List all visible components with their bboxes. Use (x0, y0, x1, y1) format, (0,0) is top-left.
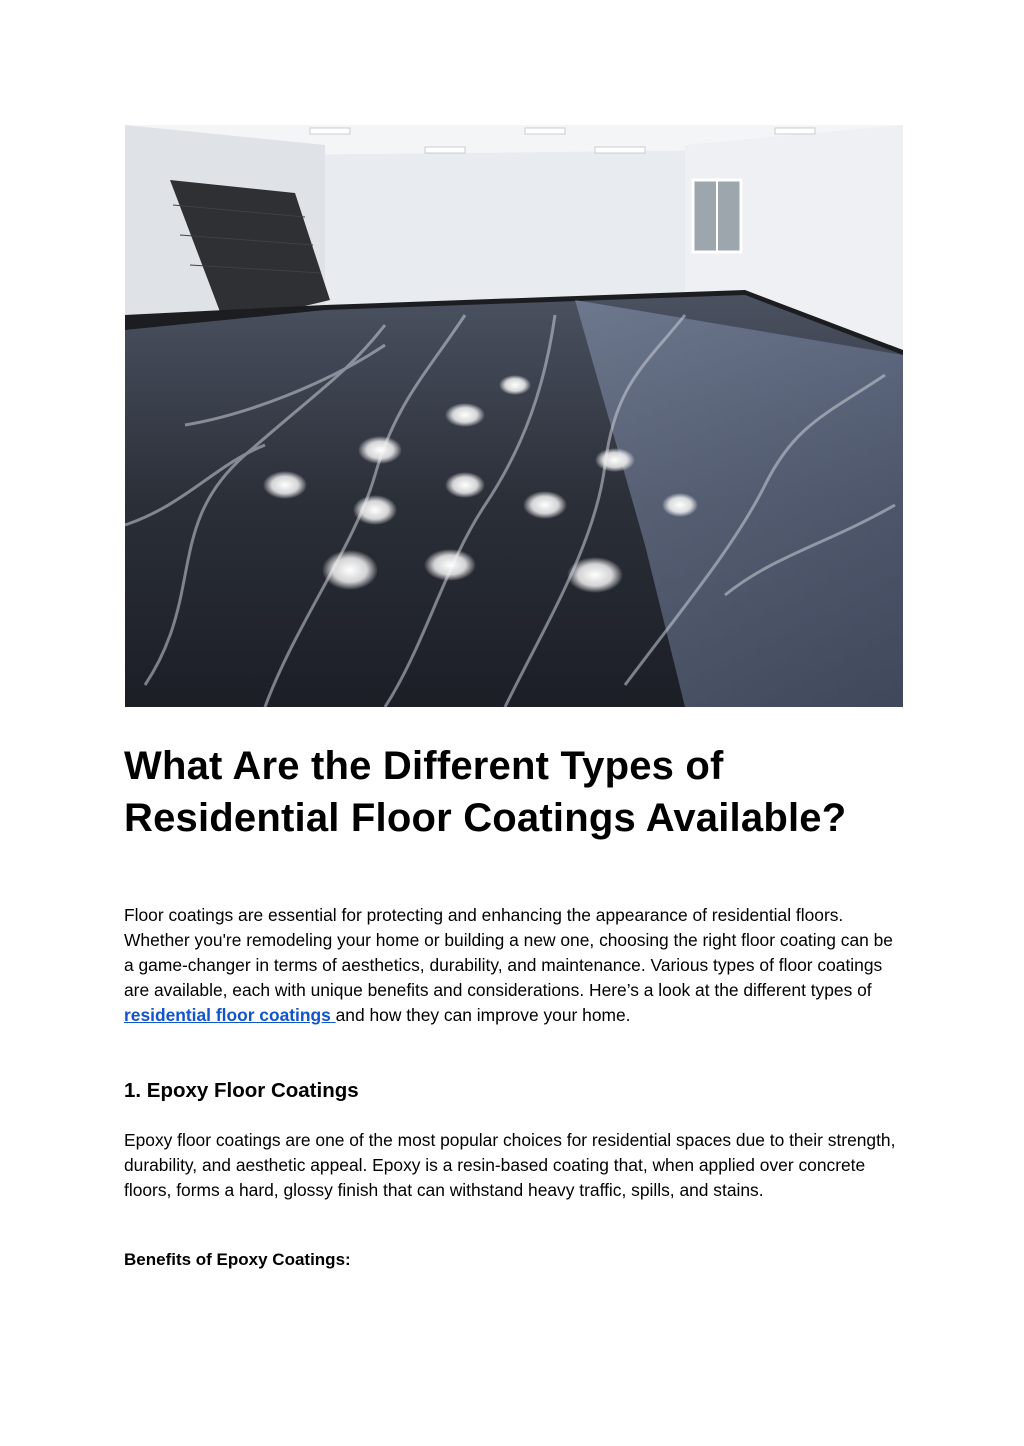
title-line-2: Residential Floor Coatings Available? (124, 796, 847, 840)
benefits-subheading: Benefits of Epoxy Coatings: (124, 1250, 351, 1269)
intro-paragraph (124, 903, 904, 1028)
epoxy-paragraph: Epoxy floor coatings are one of the most popular choices for residential spaces due to their strength, durability, and aesthetic appeal. Epoxy is a resin-based coating that, when applied over concrete floors, forms a hard, glossy finish that can withstand heavy traffic, spills, and stains. (124, 1130, 896, 1200)
intro-text-before: Floor coatings are essential for protecting and enhancing the appearance of residential floors. Whether you're remodeling your home or building a new one, choosing the right floor coating can be a game-changer in terms of aesthetics, durability, and maintenance. Various types of floor coatings are available, each with unique benefits and considerations. Here’s a look at the different types of (124, 905, 893, 1000)
residential-floor-coatings-link[interactable]: residential floor coatings (124, 1005, 336, 1025)
intro-text-after: and how they can improve your home. (335, 1005, 631, 1025)
page-title (124, 740, 924, 844)
title-line-1: What Are the Different Types of (124, 744, 724, 788)
epoxy-garage-floor-photo-icon (125, 125, 903, 707)
hero-image (125, 125, 903, 707)
section-heading-epoxy: 1. Epoxy Floor Coatings (124, 1079, 359, 1102)
